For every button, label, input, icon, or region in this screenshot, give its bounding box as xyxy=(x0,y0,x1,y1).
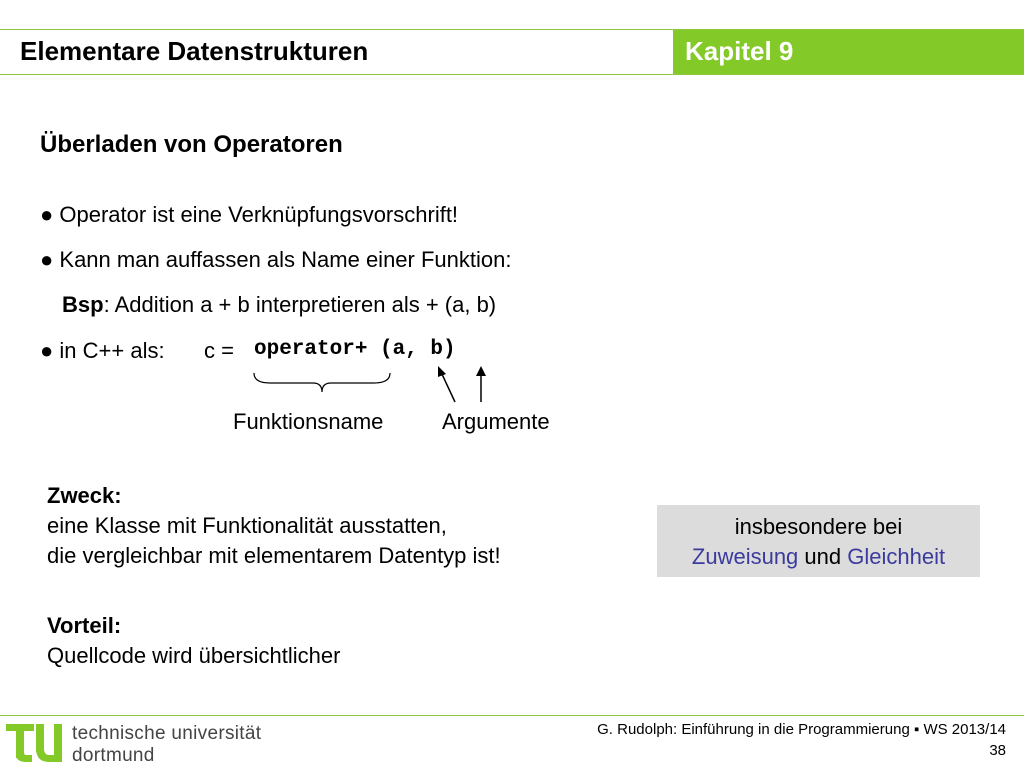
bullet-operator: ● Operator ist eine Verknüpfungsvorschrift! xyxy=(40,202,459,227)
logo-text-line-2: dortmund xyxy=(72,745,155,766)
footer-credit: G. Rudolph: Einführung in die Programmierung ▪ WS 2013/14 xyxy=(597,721,1006,738)
brace-icon xyxy=(254,373,390,392)
function-name-label: Funktionsname xyxy=(233,409,384,434)
example-text: : Addition a + b interpretieren als + (a, b) xyxy=(103,292,497,317)
note-line-1: insbesondere bei xyxy=(734,514,903,539)
arrow-a-head xyxy=(438,366,446,377)
arrow-b-head xyxy=(476,366,486,376)
note-term-assignment: Zuweisung xyxy=(691,544,799,569)
advantage-text: Quellcode wird übersichtlicher xyxy=(47,643,341,668)
example-label: Bsp xyxy=(62,292,104,317)
note-term-equality: Gleichheit xyxy=(847,544,946,569)
arguments-label: Argumente xyxy=(442,409,550,434)
arrow-a-line xyxy=(441,372,455,402)
note-connector: und xyxy=(798,544,848,569)
note-line-2 xyxy=(657,544,980,570)
chapter-label: Kapitel 9 xyxy=(685,36,794,66)
tu-logo-icon xyxy=(4,718,66,766)
cpp-assign: c = xyxy=(204,338,234,363)
page-number: 38 xyxy=(989,742,1006,759)
purpose-heading: Zweck: xyxy=(47,483,122,508)
bullet-function-name: ● Kann man auffassen als Name einer Funktion: xyxy=(40,247,512,272)
advantage-heading: Vorteil: xyxy=(47,613,122,638)
purpose-line-1: eine Klasse mit Funktionalität ausstatten, xyxy=(47,513,447,538)
footer-rule xyxy=(0,715,1024,716)
cpp-code: operator+ (a, b) xyxy=(254,338,456,361)
purpose-line-2: die vergleichbar mit elementarem Datentyp ist! xyxy=(47,543,501,568)
logo-text-line-1: technische universität xyxy=(72,723,262,744)
cpp-prefix: ● in C++ als: xyxy=(40,338,165,363)
section-heading: Überladen von Operatoren xyxy=(40,131,343,158)
slide-title: Elementare Datenstrukturen xyxy=(20,36,369,66)
